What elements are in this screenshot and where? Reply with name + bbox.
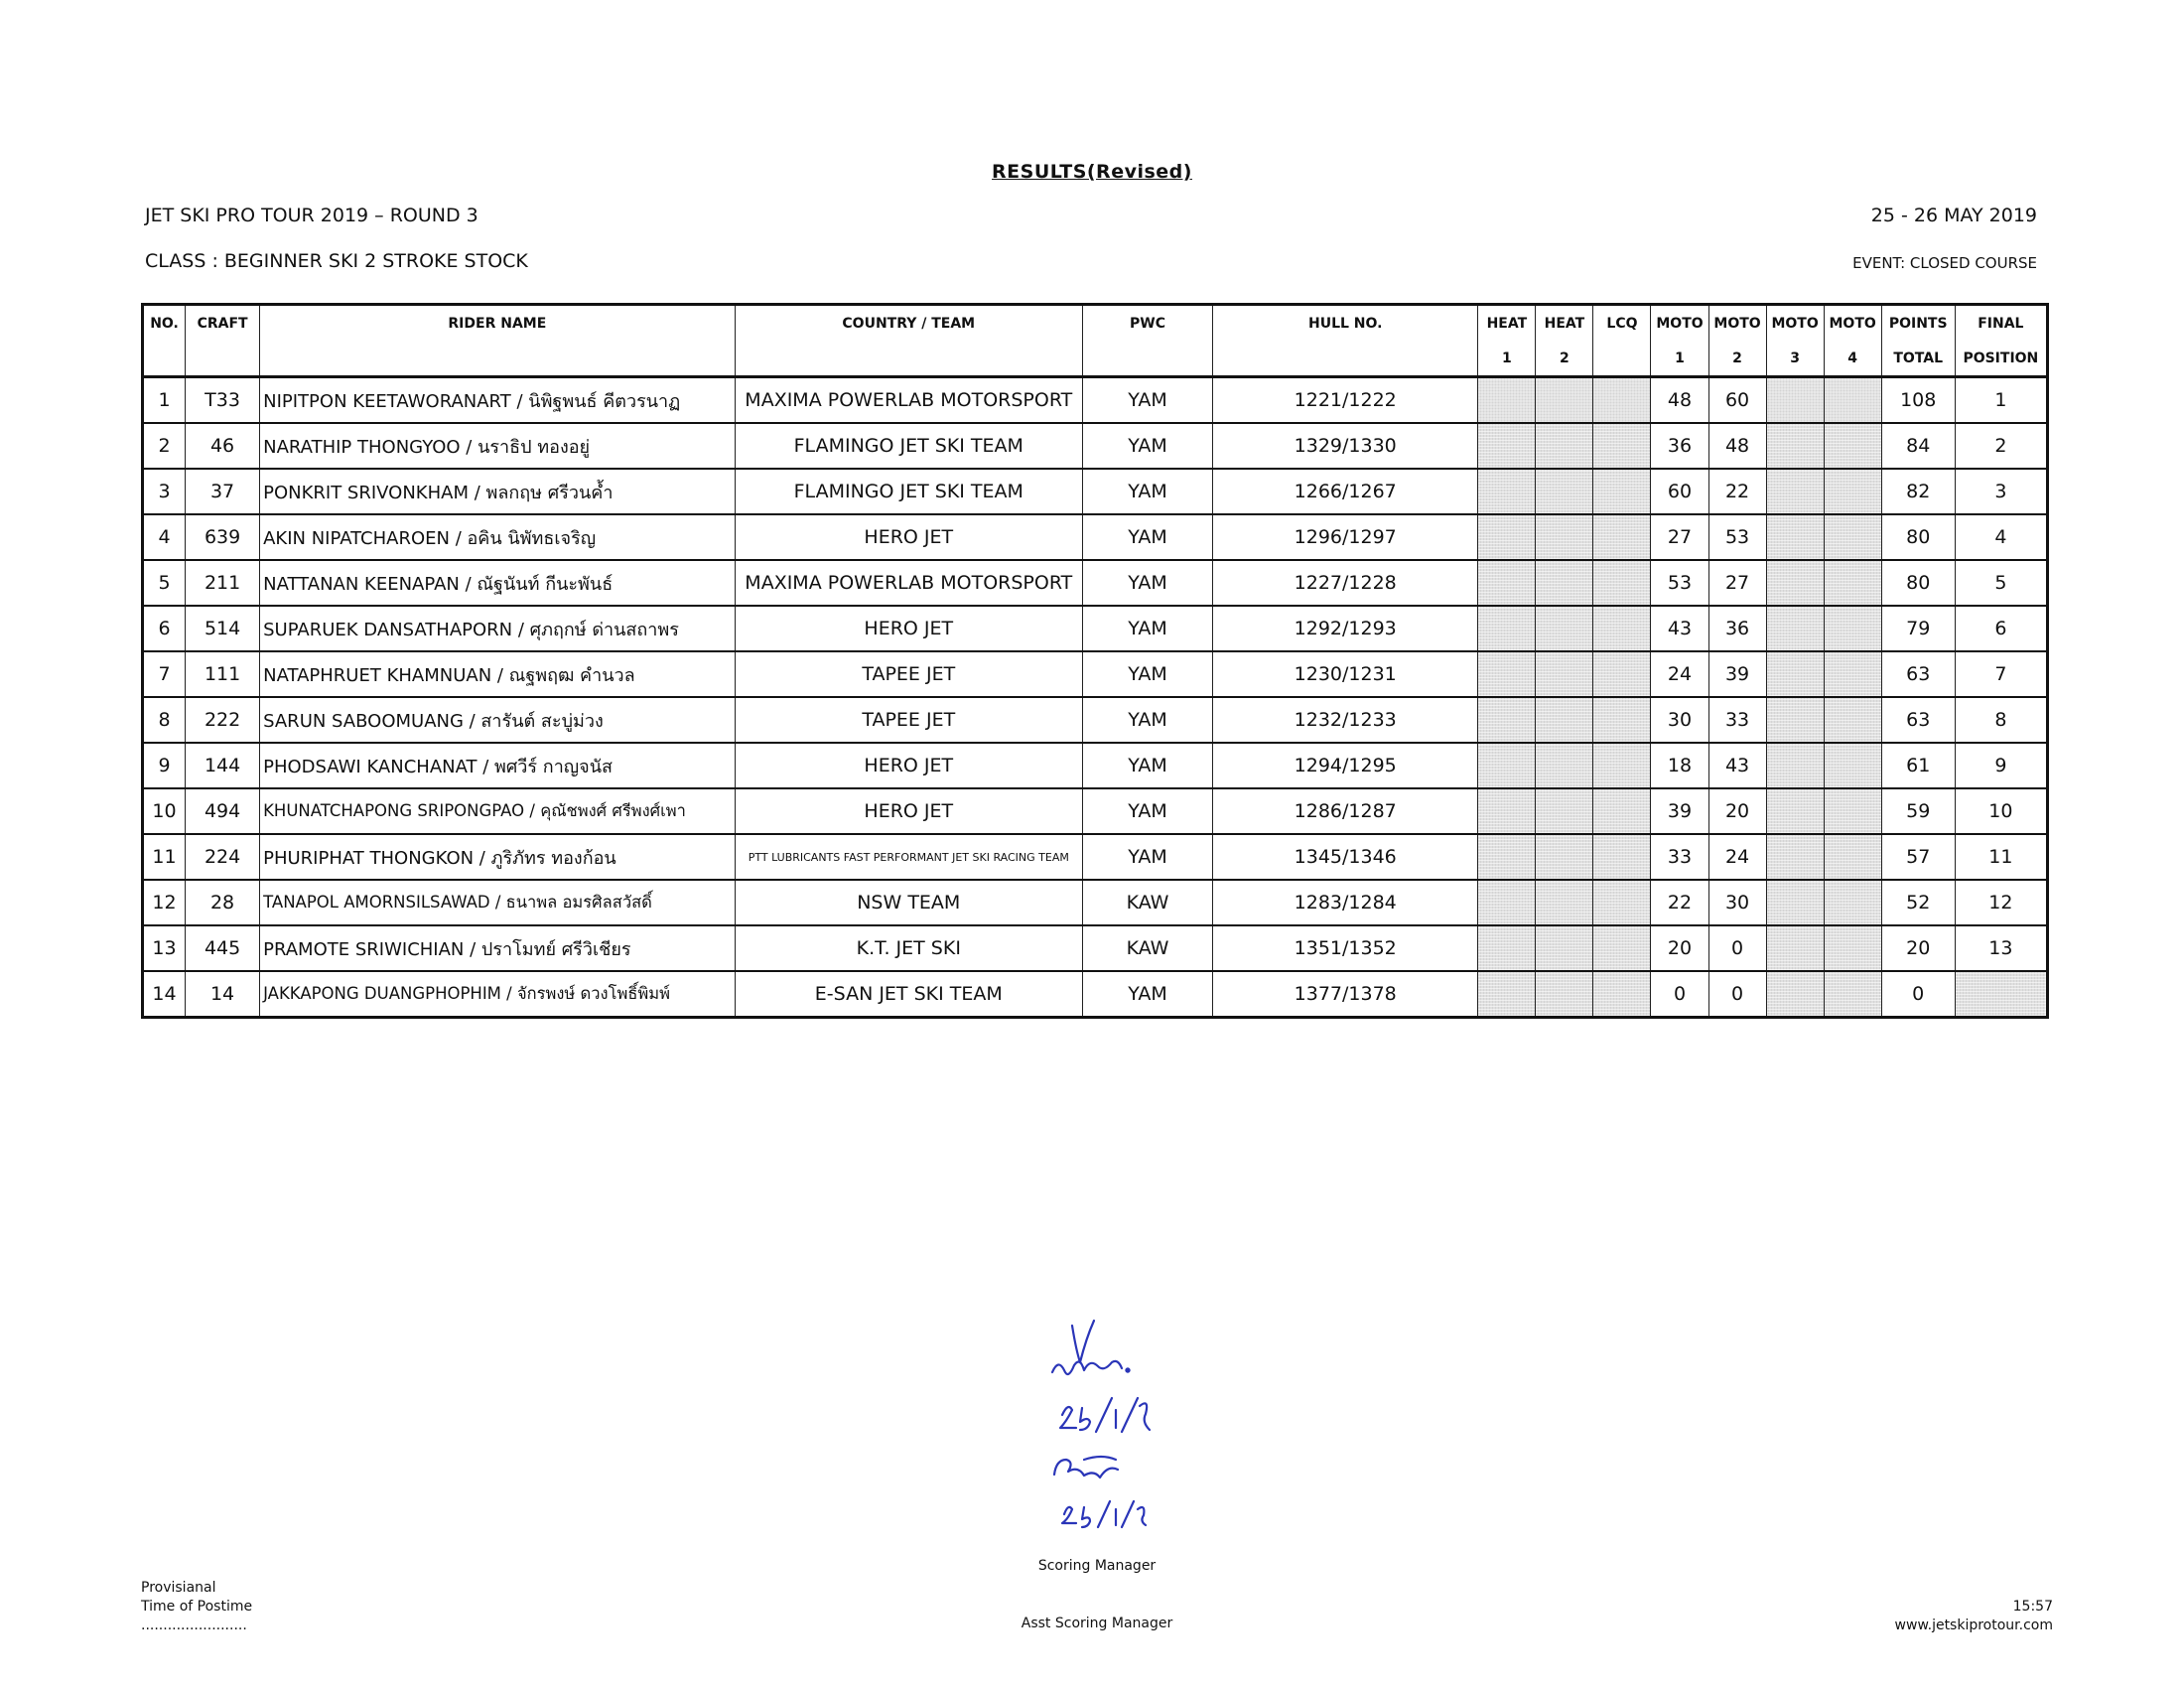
pwc-cell: KAW: [1082, 925, 1212, 971]
team-cell: NSW TEAM: [735, 880, 1082, 925]
heat2-cell-blank: [1536, 423, 1593, 469]
heat1-cell-blank: [1478, 834, 1536, 880]
moto2-cell: 22: [1708, 469, 1766, 514]
class-name: CLASS : BEGINNER SKI 2 STROKE STOCK: [145, 250, 528, 272]
moto1-cell: 48: [1651, 377, 1708, 424]
moto2-cell: 27: [1708, 560, 1766, 606]
table-row: [143, 743, 2048, 788]
no-cell: 14: [143, 971, 186, 1018]
event-date: 25 - 26 MAY 2019: [1870, 205, 2037, 226]
position-cell: 5: [1955, 560, 2047, 606]
rider-cell: KHUNATCHAPONG SRIPONGPAO / คุณัชพงศ์ ศรีพงศ์เพา: [260, 788, 735, 834]
rider-cell: NIPITPON KEETAWORANART / นิพิฐพนธ์ คีตวรนาฏ: [260, 377, 735, 424]
column-header: COUNTRY / TEAM: [735, 305, 1082, 342]
team-cell: MAXIMA POWERLAB MOTORSPORT: [735, 377, 1082, 424]
moto4-cell-blank: [1824, 880, 1881, 925]
craft-cell: 445: [186, 925, 260, 971]
moto2-cell: 24: [1708, 834, 1766, 880]
table-row: [143, 788, 2048, 834]
lcq-cell-blank: [1593, 560, 1651, 606]
heat1-cell-blank: [1478, 788, 1536, 834]
moto3-cell-blank: [1766, 469, 1824, 514]
moto2-cell: 0: [1708, 925, 1766, 971]
lcq-cell-blank: [1593, 788, 1651, 834]
total-cell: 57: [1881, 834, 1955, 880]
moto1-cell: 33: [1651, 834, 1708, 880]
moto4-cell-blank: [1824, 925, 1881, 971]
event-name: JET SKI PRO TOUR 2019 – ROUND 3: [145, 205, 478, 226]
website-link[interactable]: www.jetskiprotour.com: [1894, 1618, 2053, 1633]
table-row: [143, 423, 2048, 469]
table-row: [143, 377, 2048, 424]
team-cell: E-SAN JET SKI TEAM: [735, 971, 1082, 1018]
moto2-cell: 30: [1708, 880, 1766, 925]
table-row: [143, 469, 2048, 514]
moto3-cell-blank: [1766, 377, 1824, 424]
moto1-cell: 60: [1651, 469, 1708, 514]
column-subheader: 3: [1766, 341, 1824, 377]
craft-cell: 37: [186, 469, 260, 514]
heat2-cell-blank: [1536, 880, 1593, 925]
heat1-cell-blank: [1478, 423, 1536, 469]
total-cell: 108: [1881, 377, 1955, 424]
column-subheader: [735, 341, 1082, 377]
moto1-cell: 53: [1651, 560, 1708, 606]
moto4-cell-blank: [1824, 514, 1881, 560]
column-header: HULL NO.: [1213, 305, 1478, 342]
moto3-cell-blank: [1766, 743, 1824, 788]
postime-dots: ........................: [141, 1618, 247, 1633]
heat2-cell-blank: [1536, 377, 1593, 424]
table-row: [143, 560, 2048, 606]
lcq-cell-blank: [1593, 514, 1651, 560]
lcq-cell-blank: [1593, 971, 1651, 1018]
rider-cell: TANAPOL AMORNSILSAWAD / ธนาพล อมรศิลสวัสดิ์: [260, 880, 735, 925]
hull-cell: 1351/1352: [1213, 925, 1478, 971]
header-row-1: [143, 305, 2048, 342]
position-cell: 4: [1955, 514, 2047, 560]
rider-cell: PHURIPHAT THONGKON / ภูริภัทร ทองก้อน: [260, 834, 735, 880]
rider-cell: NARATHIP THONGYOO / นราธิป ทองอยู่: [260, 423, 735, 469]
moto4-cell-blank: [1824, 971, 1881, 1018]
no-cell: 11: [143, 834, 186, 880]
craft-cell: 28: [186, 880, 260, 925]
moto3-cell-blank: [1766, 697, 1824, 743]
column-subheader: [260, 341, 735, 377]
moto1-cell: 22: [1651, 880, 1708, 925]
total-cell: 20: [1881, 925, 1955, 971]
moto4-cell-blank: [1824, 697, 1881, 743]
heat2-cell-blank: [1536, 834, 1593, 880]
pwc-cell: YAM: [1082, 560, 1212, 606]
craft-cell: 222: [186, 697, 260, 743]
moto2-cell: 53: [1708, 514, 1766, 560]
results-body: [143, 377, 2048, 1018]
moto2-cell: 39: [1708, 651, 1766, 697]
moto2-cell: 48: [1708, 423, 1766, 469]
column-subheader: [1082, 341, 1212, 377]
moto4-cell-blank: [1824, 560, 1881, 606]
moto4-cell-blank: [1824, 834, 1881, 880]
pwc-cell: YAM: [1082, 377, 1212, 424]
moto1-cell: 0: [1651, 971, 1708, 1018]
heat1-cell-blank: [1478, 560, 1536, 606]
moto3-cell-blank: [1766, 514, 1824, 560]
pwc-cell: YAM: [1082, 514, 1212, 560]
rider-cell: JAKKAPONG DUANGPHOPHIM / จักรพงษ์ ดวงโพธิ์พิมพ์: [260, 971, 735, 1018]
pwc-cell: YAM: [1082, 423, 1212, 469]
position-cell: 9: [1955, 743, 2047, 788]
craft-cell: 224: [186, 834, 260, 880]
team-cell: HERO JET: [735, 606, 1082, 651]
pwc-cell: YAM: [1082, 743, 1212, 788]
no-cell: 1: [143, 377, 186, 424]
scoring-manager-label: Scoring Manager: [1037, 1558, 1157, 1574]
heat1-cell-blank: [1478, 377, 1536, 424]
moto1-cell: 43: [1651, 606, 1708, 651]
results-table: [141, 303, 2049, 1019]
total-cell: 79: [1881, 606, 1955, 651]
rider-cell: PHODSAWI KANCHANAT / พศวีร์ กาญจนัส: [260, 743, 735, 788]
column-subheader: 4: [1824, 341, 1881, 377]
rider-cell: SARUN SABOOMUANG / สารันต์ สะบู่ม่วง: [260, 697, 735, 743]
heat1-cell-blank: [1478, 925, 1536, 971]
total-cell: 61: [1881, 743, 1955, 788]
team-cell: HERO JET: [735, 788, 1082, 834]
time-of-postime-label: Time of Postime: [141, 1599, 253, 1615]
heat2-cell-blank: [1536, 651, 1593, 697]
heat1-cell-blank: [1478, 880, 1536, 925]
team-cell: HERO JET: [735, 514, 1082, 560]
total-cell: 82: [1881, 469, 1955, 514]
position-cell: 3: [1955, 469, 2047, 514]
team-cell: TAPEE JET: [735, 697, 1082, 743]
hull-cell: 1296/1297: [1213, 514, 1478, 560]
hull-cell: 1221/1222: [1213, 377, 1478, 424]
footer-left: [141, 1579, 252, 1635]
column-header: POINTS: [1881, 305, 1955, 342]
column-header: MOTO: [1651, 305, 1708, 342]
no-cell: 12: [143, 880, 186, 925]
moto4-cell-blank: [1824, 743, 1881, 788]
position-cell: 10: [1955, 788, 2047, 834]
pwc-cell: YAM: [1082, 697, 1212, 743]
hull-cell: 1227/1228: [1213, 560, 1478, 606]
total-cell: 0: [1881, 971, 1955, 1018]
header-row-2: [143, 341, 2048, 377]
moto1-cell: 27: [1651, 514, 1708, 560]
rider-cell: NATTANAN KEENAPAN / ณัฐนันท์ กีนะพันธ์: [260, 560, 735, 606]
pwc-cell: KAW: [1082, 880, 1212, 925]
team-cell: FLAMINGO JET SKI TEAM: [735, 469, 1082, 514]
no-cell: 8: [143, 697, 186, 743]
no-cell: 4: [143, 514, 186, 560]
column-subheader: [1213, 341, 1478, 377]
moto4-cell-blank: [1824, 377, 1881, 424]
team-cell: PTT LUBRICANTS FAST PERFORMANT JET SKI RACING TEAM: [735, 834, 1082, 880]
lcq-cell-blank: [1593, 834, 1651, 880]
moto2-cell: 60: [1708, 377, 1766, 424]
event-type: EVENT: CLOSED COURSE: [1852, 254, 2037, 272]
pwc-cell: YAM: [1082, 651, 1212, 697]
moto1-cell: 30: [1651, 697, 1708, 743]
total-cell: 63: [1881, 651, 1955, 697]
lcq-cell-blank: [1593, 743, 1651, 788]
post-time: 15:57: [2012, 1599, 2053, 1615]
no-cell: 6: [143, 606, 186, 651]
moto3-cell-blank: [1766, 925, 1824, 971]
column-header: PWC: [1082, 305, 1212, 342]
hull-cell: 1345/1346: [1213, 834, 1478, 880]
craft-cell: 46: [186, 423, 260, 469]
heat1-cell-blank: [1478, 469, 1536, 514]
asst-scoring-manager-label: Asst Scoring Manager: [1021, 1616, 1173, 1631]
moto3-cell-blank: [1766, 971, 1824, 1018]
table-row: [143, 697, 2048, 743]
hull-cell: 1230/1231: [1213, 651, 1478, 697]
hull-cell: 1294/1295: [1213, 743, 1478, 788]
moto3-cell-blank: [1766, 560, 1824, 606]
moto2-cell: 0: [1708, 971, 1766, 1018]
lcq-cell-blank: [1593, 606, 1651, 651]
heat1-cell-blank: [1478, 514, 1536, 560]
heat2-cell-blank: [1536, 743, 1593, 788]
column-subheader: [186, 341, 260, 377]
heat2-cell-blank: [1536, 514, 1593, 560]
rider-cell: PRAMOTE SRIWICHIAN / ปราโมทย์ ศรีวิเชียร: [260, 925, 735, 971]
pwc-cell: YAM: [1082, 971, 1212, 1018]
lcq-cell-blank: [1593, 925, 1651, 971]
moto4-cell-blank: [1824, 651, 1881, 697]
table-row: [143, 514, 2048, 560]
column-header: MOTO: [1708, 305, 1766, 342]
position-cell: [1955, 971, 2047, 1018]
handwritten-signature: [1042, 1311, 1171, 1534]
position-cell: 12: [1955, 880, 2047, 925]
moto2-cell: 20: [1708, 788, 1766, 834]
no-cell: 13: [143, 925, 186, 971]
rider-cell: SUPARUEK DANSATHAPORN / ศุภฤกษ์ ด่านสถาพร: [260, 606, 735, 651]
no-cell: 5: [143, 560, 186, 606]
heat2-cell-blank: [1536, 697, 1593, 743]
column-subheader: [1593, 341, 1651, 377]
position-cell: 7: [1955, 651, 2047, 697]
heat1-cell-blank: [1478, 697, 1536, 743]
heat1-cell-blank: [1478, 971, 1536, 1018]
moto3-cell-blank: [1766, 606, 1824, 651]
team-cell: MAXIMA POWERLAB MOTORSPORT: [735, 560, 1082, 606]
moto2-cell: 43: [1708, 743, 1766, 788]
rider-cell: NATAPHRUET KHAMNUAN / ณฐพฤฒ คำนวล: [260, 651, 735, 697]
total-cell: 84: [1881, 423, 1955, 469]
no-cell: 10: [143, 788, 186, 834]
pwc-cell: YAM: [1082, 606, 1212, 651]
moto3-cell-blank: [1766, 423, 1824, 469]
pwc-cell: YAM: [1082, 834, 1212, 880]
craft-cell: 494: [186, 788, 260, 834]
moto4-cell-blank: [1824, 423, 1881, 469]
moto4-cell-blank: [1824, 469, 1881, 514]
table-row: [143, 834, 2048, 880]
hull-cell: 1283/1284: [1213, 880, 1478, 925]
column-subheader: TOTAL: [1881, 341, 1955, 377]
no-cell: 3: [143, 469, 186, 514]
column-subheader: 1: [1478, 341, 1536, 377]
pwc-cell: YAM: [1082, 469, 1212, 514]
column-subheader: 2: [1536, 341, 1593, 377]
rider-cell: AKIN NIPATCHAROEN / อคิน นิพัทธเจริญ: [260, 514, 735, 560]
column-header: FINAL: [1955, 305, 2047, 342]
hull-cell: 1232/1233: [1213, 697, 1478, 743]
hull-cell: 1377/1378: [1213, 971, 1478, 1018]
provisional-label: Provisianal: [141, 1580, 216, 1596]
moto2-cell: 36: [1708, 606, 1766, 651]
pwc-cell: YAM: [1082, 788, 1212, 834]
heat1-cell-blank: [1478, 651, 1536, 697]
moto4-cell-blank: [1824, 788, 1881, 834]
heat2-cell-blank: [1536, 560, 1593, 606]
heat1-cell-blank: [1478, 743, 1536, 788]
heat2-cell-blank: [1536, 925, 1593, 971]
position-cell: 1: [1955, 377, 2047, 424]
craft-cell: 14: [186, 971, 260, 1018]
moto4-cell-blank: [1824, 606, 1881, 651]
heat1-cell-blank: [1478, 606, 1536, 651]
craft-cell: 639: [186, 514, 260, 560]
column-header: NO.: [143, 305, 186, 342]
craft-cell: T33: [186, 377, 260, 424]
lcq-cell-blank: [1593, 697, 1651, 743]
lcq-cell-blank: [1593, 880, 1651, 925]
column-subheader: [143, 341, 186, 377]
position-cell: 6: [1955, 606, 2047, 651]
team-cell: HERO JET: [735, 743, 1082, 788]
team-cell: TAPEE JET: [735, 651, 1082, 697]
moto3-cell-blank: [1766, 651, 1824, 697]
heat2-cell-blank: [1536, 606, 1593, 651]
no-cell: 7: [143, 651, 186, 697]
no-cell: 2: [143, 423, 186, 469]
column-header: RIDER NAME: [260, 305, 735, 342]
table-row: [143, 651, 2048, 697]
position-cell: 13: [1955, 925, 2047, 971]
team-cell: K.T. JET SKI: [735, 925, 1082, 971]
document-title: RESULTS(Revised): [992, 161, 1192, 183]
column-header: LCQ: [1593, 305, 1651, 342]
table-row: [143, 606, 2048, 651]
moto3-cell-blank: [1766, 834, 1824, 880]
heat2-cell-blank: [1536, 971, 1593, 1018]
team-cell: FLAMINGO JET SKI TEAM: [735, 423, 1082, 469]
column-header: HEAT: [1536, 305, 1593, 342]
column-subheader: 1: [1651, 341, 1708, 377]
total-cell: 52: [1881, 880, 1955, 925]
footer-right: [1895, 1598, 2053, 1635]
table-row: [143, 880, 2048, 925]
heat2-cell-blank: [1536, 788, 1593, 834]
lcq-cell-blank: [1593, 423, 1651, 469]
craft-cell: 111: [186, 651, 260, 697]
position-cell: 8: [1955, 697, 2047, 743]
moto2-cell: 33: [1708, 697, 1766, 743]
craft-cell: 514: [186, 606, 260, 651]
moto3-cell-blank: [1766, 880, 1824, 925]
lcq-cell-blank: [1593, 469, 1651, 514]
craft-cell: 211: [186, 560, 260, 606]
hull-cell: 1329/1330: [1213, 423, 1478, 469]
table-row: [143, 971, 2048, 1018]
table-row: [143, 925, 2048, 971]
no-cell: 9: [143, 743, 186, 788]
craft-cell: 144: [186, 743, 260, 788]
column-header: HEAT: [1478, 305, 1536, 342]
hull-cell: 1266/1267: [1213, 469, 1478, 514]
moto1-cell: 36: [1651, 423, 1708, 469]
column-subheader: POSITION: [1955, 341, 2047, 377]
moto1-cell: 20: [1651, 925, 1708, 971]
column-header: MOTO: [1824, 305, 1881, 342]
moto3-cell-blank: [1766, 788, 1824, 834]
column-subheader: 2: [1708, 341, 1766, 377]
column-header: CRAFT: [186, 305, 260, 342]
total-cell: 63: [1881, 697, 1955, 743]
lcq-cell-blank: [1593, 651, 1651, 697]
hull-cell: 1292/1293: [1213, 606, 1478, 651]
total-cell: 59: [1881, 788, 1955, 834]
position-cell: 11: [1955, 834, 2047, 880]
rider-cell: PONKRIT SRIVONKHAM / พลกฤษ ศรีวนค้ำ: [260, 469, 735, 514]
lcq-cell-blank: [1593, 377, 1651, 424]
moto1-cell: 18: [1651, 743, 1708, 788]
heat2-cell-blank: [1536, 469, 1593, 514]
total-cell: 80: [1881, 560, 1955, 606]
moto1-cell: 24: [1651, 651, 1708, 697]
column-header: MOTO: [1766, 305, 1824, 342]
total-cell: 80: [1881, 514, 1955, 560]
hull-cell: 1286/1287: [1213, 788, 1478, 834]
position-cell: 2: [1955, 423, 2047, 469]
moto1-cell: 39: [1651, 788, 1708, 834]
